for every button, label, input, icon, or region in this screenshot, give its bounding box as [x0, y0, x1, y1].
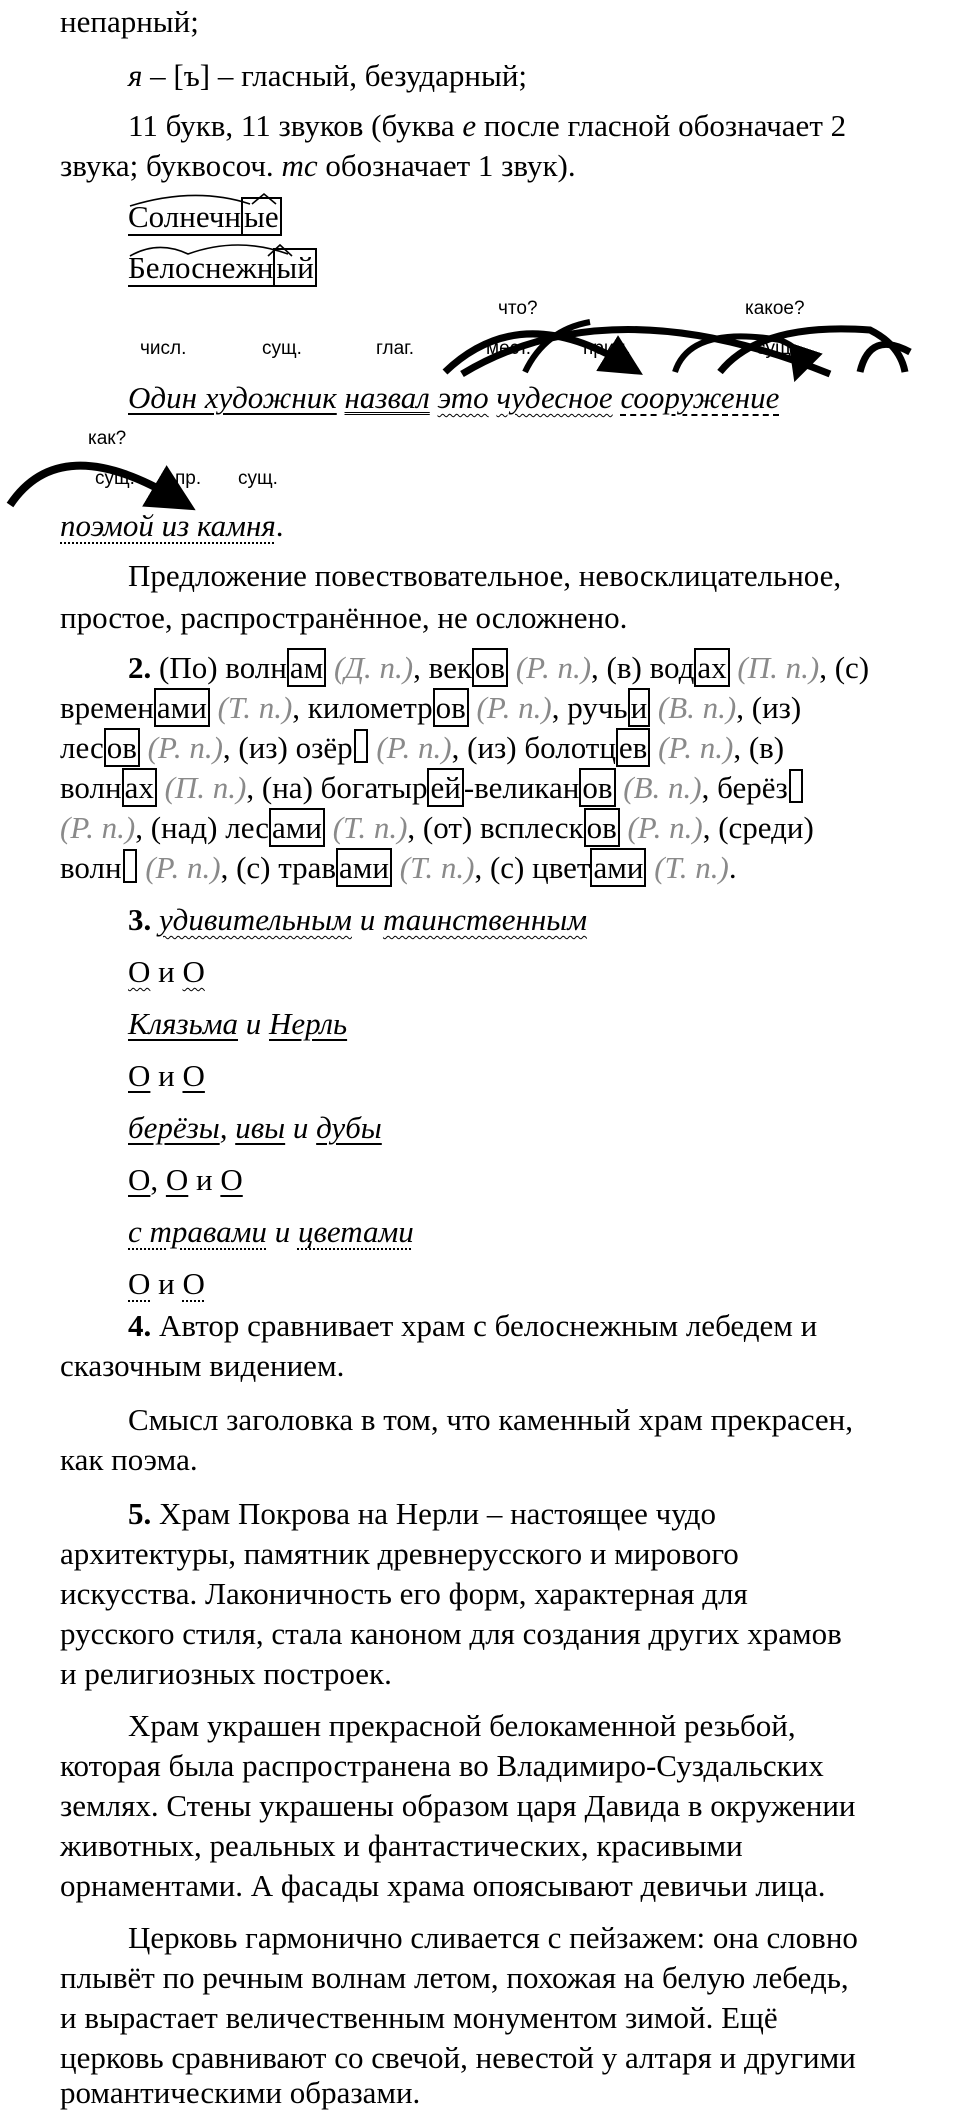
text-line: сказочным видением.	[60, 1348, 345, 1383]
pos-label: глаг.	[376, 338, 415, 359]
task-2-row: волнах (П. п.), (на) богатырей-великанов (В. п.), берёз	[60, 768, 804, 808]
text-line: как поэма.	[60, 1442, 198, 1477]
task-2-row: (Р. п.), (над) лесами (Т. п.), (от) всплесков (Р. п.), (среди)	[60, 810, 814, 845]
text-line: романтическими образами.	[60, 2075, 421, 2110]
text-line: русского стиля, стала каноном для создания других храмов	[60, 1616, 842, 1651]
morpheme-word: Белоснежный	[128, 248, 317, 288]
text-line: простое, распространённое, не осложнено.	[60, 600, 628, 635]
task-3-line: с травами и цветами	[128, 1214, 414, 1249]
text-line: которая была распространена во Владимиро-Суздальских	[60, 1748, 824, 1783]
scheme-line: О и О	[128, 954, 205, 989]
text-line: Предложение повествовательное, невосклицательное,	[128, 558, 842, 593]
task-2-row: волн (Р. п.), (с) травами (Т. п.), (с) цветами (Т. п.).	[60, 850, 737, 885]
text-line: Храм украшен прекрасной белокаменной резьбой,	[128, 1708, 796, 1743]
question-label: какое?	[745, 298, 805, 319]
text-line: Церковь гармонично сливается с пейзажем: она словно	[128, 1920, 858, 1955]
text-line: церковь сравнивают со свечой, невестой у алтаря и другими	[60, 2040, 856, 2075]
text-line: 11 букв, 11 звуков (буква е после гласной обозначает 2	[128, 108, 847, 143]
pos-label: сущ.	[756, 338, 796, 359]
text-line: животных, реальных и фантастических, красивыми	[60, 1828, 743, 1863]
task-2-row: 2. (По) волнам (Д. п.), веков (Р. п.), (в) водах (П. п.), (с)	[128, 650, 870, 685]
task-2-row: лесов (Р. п.), (из) озёр (Р. п.), (из) болотцев (Р. п.), (в)	[60, 730, 785, 765]
text-line: 4. Автор сравнивает храм с белоснежным лебедем и	[128, 1308, 818, 1343]
text-line: землях. Стены украшены образом царя Давида в окружении	[60, 1788, 856, 1823]
null-ending-box	[123, 849, 137, 883]
task-3-line: Клязьма и Нерль	[128, 1006, 348, 1041]
text-line: звука; буквосоч. тс обозначает 1 звук).	[60, 148, 576, 183]
text-line: я – [ъ] – гласный, безударный;	[128, 58, 528, 93]
pos-label: числ.	[140, 338, 187, 359]
task-3-line: берёзы, ивы и дубы	[128, 1110, 382, 1145]
text-line: орнаментами. А фасады храма опоясывают девичьи лица.	[60, 1868, 826, 1903]
scheme-line: О, О и О	[128, 1162, 243, 1197]
null-ending-box	[354, 729, 368, 763]
pos-label: пр.	[175, 468, 202, 489]
task-2-row: временами (Т. п.), километров (Р. п.), ручьи (В. п.), (из)	[60, 690, 802, 725]
question-label: как?	[88, 428, 127, 449]
text-line: архитектуры, памятник древнерусского и мирового	[60, 1536, 739, 1571]
question-label: что?	[498, 298, 538, 319]
scheme-line: О и О	[128, 1266, 205, 1301]
analysed-sentence-continued: поэмой из камня.	[60, 508, 284, 543]
syntax-arrows	[0, 0, 960, 560]
text-line: и религиозных построек.	[60, 1656, 392, 1691]
pos-label: сущ.	[95, 468, 135, 489]
text-line: непарный;	[60, 4, 199, 39]
null-ending-box	[789, 769, 803, 803]
text-line: и вырастает величественным монументом зимой. Ещё	[60, 2000, 778, 2035]
pos-label: мест.	[486, 338, 532, 359]
task-3-line: 3. удивительным и таинственным	[128, 902, 588, 937]
morpheme-word: Солнечные	[128, 197, 282, 237]
pos-label: сущ.	[238, 468, 278, 489]
text-line: Смысл заголовка в том, что каменный храм прекрасен,	[128, 1402, 853, 1437]
pos-label: сущ.	[262, 338, 302, 359]
text-line: искусства. Лаконичность его форм, характерная для	[60, 1576, 748, 1611]
pos-label: прил.	[583, 338, 631, 359]
scheme-line: О и О	[128, 1058, 205, 1093]
analysed-sentence: Один художник назвал это чудесное сооружение	[128, 380, 780, 415]
text-line: плывёт по речным волнам летом, похожая на белую лебедь,	[60, 1960, 849, 1995]
text-line: 5. Храм Покрова на Нерли – настоящее чудо	[128, 1496, 717, 1531]
